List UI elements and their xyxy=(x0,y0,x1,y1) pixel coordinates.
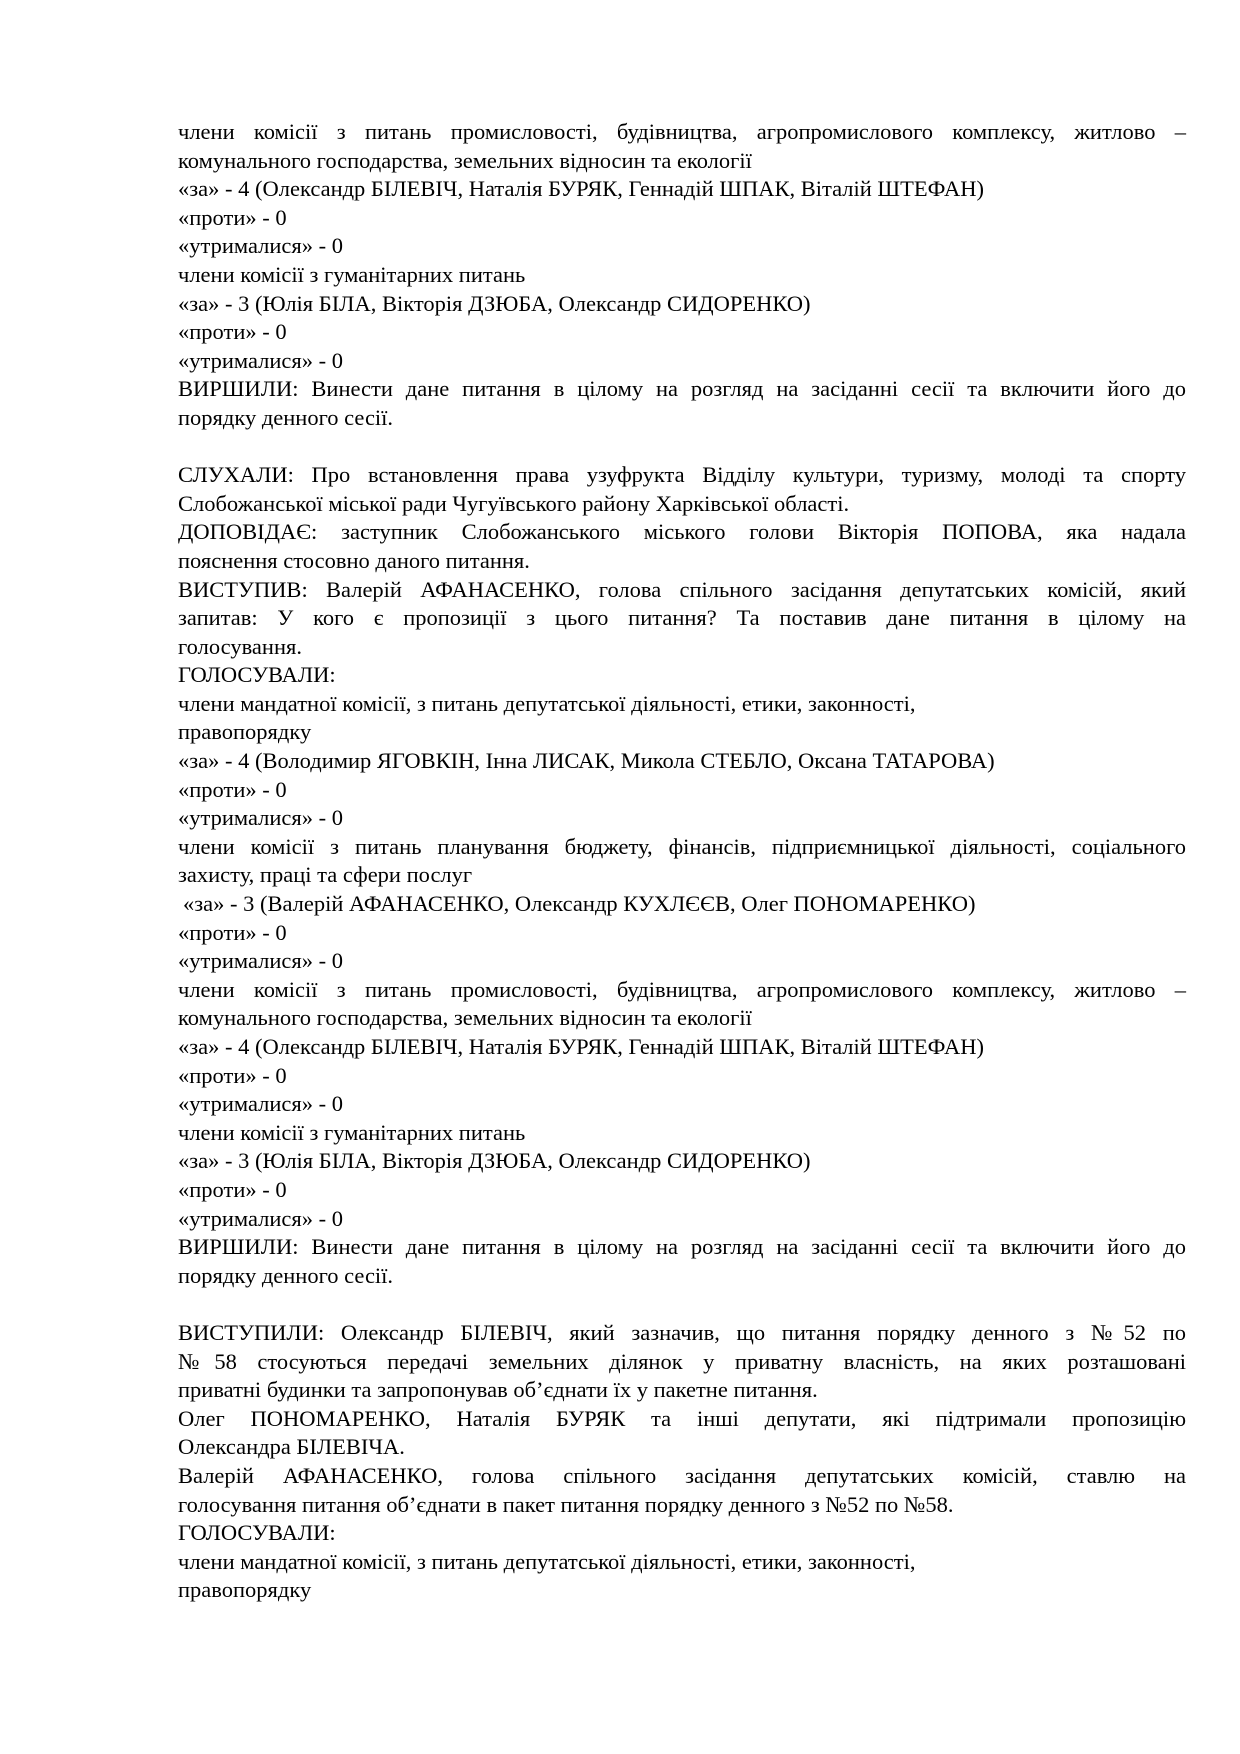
text-line: члени комісії з питань промисловості, будівництва, агропромислового комплексу, житлово – xyxy=(178,976,1186,1002)
text-line: «за» - 3 (Валерій АФАНАСЕНКО, Олександр КУХЛЄЄВ, Олег ПОНОМАРЕНКО) xyxy=(183,891,976,917)
text-line: «утрималися» - 0 xyxy=(178,948,344,974)
text-line: голосування. xyxy=(178,633,302,659)
text-line: ВИСТУПИВ: Валерій АФАНАСЕНКО, голова спільного засідання депутатських комісій, який xyxy=(178,576,1186,602)
text-line: Олександра БІЛЕВІЧА. xyxy=(178,1434,405,1460)
text-line: члени мандатної комісії, з питань депутатської діяльності, етики, законності, xyxy=(178,1548,916,1574)
text-line: члени комісії з гуманітарних питань xyxy=(178,261,526,287)
text-line: «утрималися» - 0 xyxy=(178,1091,344,1117)
text-line: члени комісії з питань планування бюджету, фінансів, підприємницької діяльності, соціального xyxy=(178,833,1186,859)
text-line: «утрималися» - 0 xyxy=(178,1205,344,1231)
text-line: Валерій АФАНАСЕНКО, голова спільного засідання депутатських комісій, ставлю на xyxy=(178,1462,1186,1488)
text-line: «за» - 4 (Олександр БІЛЕВІЧ, Наталія БУРЯК, Геннадій ШПАК, Віталій ШТЕФАН) xyxy=(178,1034,984,1059)
text-line: Слобожанської міської ради Чугуївського району Харківської області. xyxy=(178,490,850,516)
text-line: комунального господарства, земельних відносин та екології xyxy=(178,1005,752,1031)
text-line: порядку денного сесії. xyxy=(178,1262,394,1288)
text-line: «проти» - 0 xyxy=(178,319,287,345)
text-line: члени комісії з гуманітарних питань xyxy=(178,1119,526,1145)
paragraph-gap xyxy=(178,1290,1186,1319)
text-line: «утрималися» - 0 xyxy=(178,233,344,259)
text-line: члени мандатної комісії, з питань депутатської діяльності, етики, законності, xyxy=(178,690,916,716)
text-line: «за» - 4 (Володимир ЯГОВКІН, Інна ЛИСАК, Микола СТЕБЛО, Оксана ТАТАРОВА) xyxy=(178,748,995,774)
text-line: «за» - 3 (Юлія БІЛА, Вікторія ДЗЮБА, Олександр СИДОРЕНКО) xyxy=(178,290,811,316)
text-line: ВИРШИЛИ: Винести дане питання в цілому на розгляд на засіданні сесії та включити його до xyxy=(178,1234,1186,1260)
text-line: ДОПОВІДАЄ: заступник Слобожанського міського голови Вікторія ПОПОВА, яка надала xyxy=(178,519,1186,545)
text-line: порядку денного сесії. xyxy=(178,404,394,430)
text-line: комунального господарства, земельних відносин та екології xyxy=(178,147,752,173)
text-line: СЛУХАЛИ: Про встановлення права узуфрукта Відділу культури, туризму, молоді та спорту xyxy=(178,462,1186,488)
text-line: «проти» - 0 xyxy=(178,1176,287,1202)
text-line: правопорядку xyxy=(178,719,312,745)
text-line: «проти» - 0 xyxy=(178,776,287,802)
text-line: ВИСТУПИЛИ: Олександр БІЛЕВІЧ, який зазначив, що питання порядку денного з №52 по xyxy=(178,1319,1186,1345)
text-line: члени комісії з питань промисловості, будівництва, агропромислового комплексу, житлово – xyxy=(178,119,1186,144)
document-body xyxy=(178,118,1186,1605)
text-line: голосування питання об’єднати в пакет питання порядку денного з №52 по №58. xyxy=(178,1491,954,1517)
text-line: запитав: У кого є пропозиції з цього питання? Та поставив дане питання в цілому на xyxy=(178,605,1186,631)
text-line: приватні будинки та запропонував об’єднати їх у пакетне питання. xyxy=(178,1377,818,1403)
text-line: ГОЛОСУВАЛИ: xyxy=(178,662,336,688)
text-line: «за» - 4 (Олександр БІЛЕВІЧ, Наталія БУРЯК, Геннадій ШПАК, Віталій ШТЕФАН) xyxy=(178,176,984,202)
text-line: захисту, праці та сфери послуг xyxy=(178,862,473,888)
text-line: Олег ПОНОМАРЕНКО, Наталія БУРЯК та інші депутати, які підтримали пропозицію xyxy=(178,1405,1186,1431)
text-line: «проти» - 0 xyxy=(178,204,287,230)
text-line: «проти» - 0 xyxy=(178,1062,287,1088)
text-line: «утрималися» - 0 xyxy=(178,805,344,831)
text-line: №58 стосуються передачі земельних ділянок у приватну власність, на яких розташовані xyxy=(178,1348,1186,1374)
text-line: ВИРШИЛИ: Винести дане питання в цілому на розгляд на засіданні сесії та включити його до xyxy=(178,376,1186,402)
text-line: правопорядку xyxy=(178,1577,312,1603)
text-line: «утрималися» - 0 xyxy=(178,347,344,373)
text-line: ГОЛОСУВАЛИ: xyxy=(178,1520,336,1546)
text-line: «за» - 3 (Юлія БІЛА, Вікторія ДЗЮБА, Олександр СИДОРЕНКО) xyxy=(178,1148,811,1174)
text-line: «проти» - 0 xyxy=(178,919,287,945)
text-line: пояснення стосовно даного питання. xyxy=(178,547,530,573)
paragraph-gap xyxy=(178,433,1186,462)
